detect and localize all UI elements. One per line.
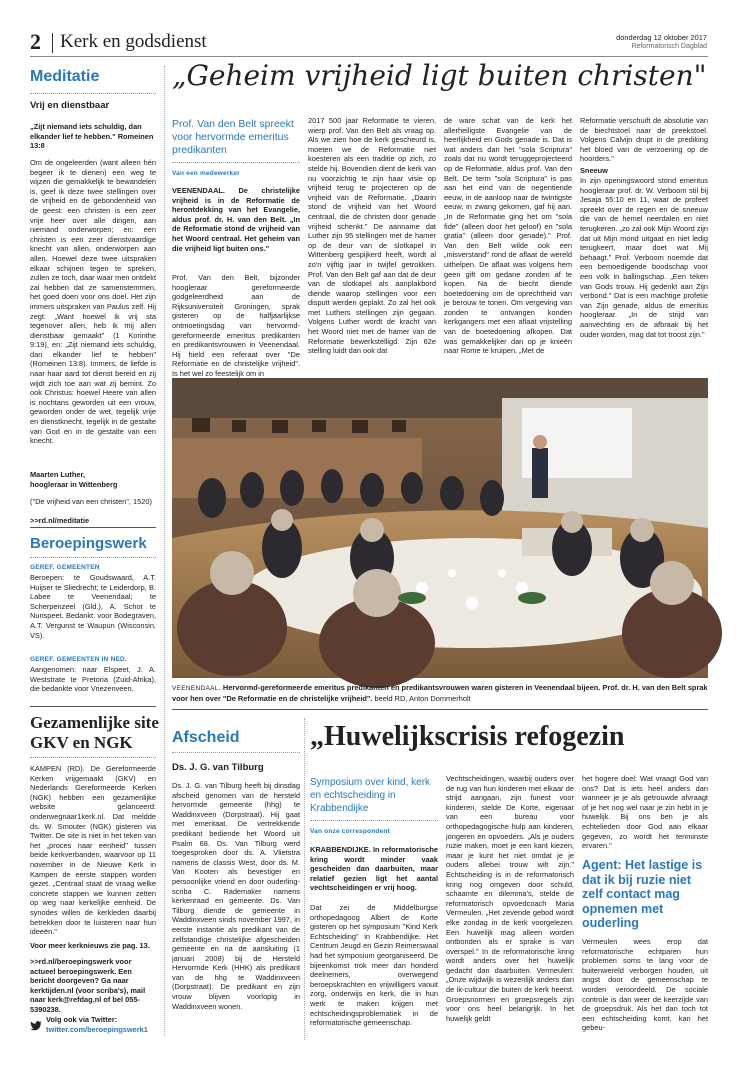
meeting-photo — [172, 378, 708, 678]
beroepingswerk-group1-text: Beroepen: te Goudswaard, A.T. Huijser te Sliedrecht; te Leiderdorp, B. Labee te Veenendaal; te Scherpenzeel (Gld.), A. Schot te Nunspeet. Bedankt: voor Bodegraven, A.T. Vergunst te Waupun (Wisconsin, VS). — [30, 573, 156, 640]
meditatie-source: ("De vrijheid van een christen", 1520) — [30, 497, 152, 506]
gkv-body: KAMPEN (RD). De Gereformeerde Kerken vrijgemaakt (GKV) en Nederlands Gereformeerde Kerken (NGK) hebben een gezamenlijke website gelanceerd: onderwegnaar1kerk.nl. Dat meldde ds. W. Smouter (NGK) gisteren via Twitter. De site is niet in het teken van het „proces naar eenheid" tussen beide kerkverbanden, waarvoor op 11 november in de Nieuwe Kerk in Kampen de eerste stappen worden gezet. „Centraal staat de vraag welke concrete stappen we kunnen zetten op weg naar kerkelijke eenheid. De synodes willen de kerkleden daarbij betrekken door te luisteren naar hun ideeën." — [30, 764, 156, 937]
article1-byline: Van een medewerker — [172, 170, 240, 177]
meditatie-subtitle: Vrij en dienstbaar — [30, 100, 110, 111]
twitter-icon — [30, 1016, 42, 1026]
beroepingswerk-group2-text: Aangenomen: naar Elspeet, J. A. Weststrate te Pretoria (Zuid-Afrika), die bedankte voor Vriezenveen. — [30, 665, 156, 694]
page-number: 2 — [30, 29, 41, 54]
section-title: Kerk en godsdienst — [60, 31, 207, 52]
article2-col3-rest: Vermeulen wees erop dat reformatorische echtparen hun problemen soms te lang voor de buitenwereld verborgen houden, uit angst door de gemeenschap te worden veroordeeld. De sociale controle is dan weer de keerzijde van de groepsdruk. Als het dan toch tot een echtscheiding komt, kan het gebeu- — [582, 937, 708, 1033]
article1-subhead: Sneeuw — [580, 166, 608, 175]
afscheid-heading: Afscheid — [172, 729, 240, 746]
article2-pullquote: Agent: Het lastige is dat ik bij ruzie niet zelf contact mag opnemen met ouderling — [582, 858, 703, 930]
caption-text: Hervormd-gereformeerde emeritus predikanten en predikantsvrouwen waren gisteren in Veenendaal bijeen. Prof. dr. H. van den Belt sprak voor hen over "De Reformatie en de christelijke vrijheid". — [172, 683, 708, 703]
article1-lead: VEENENDAAL. De christelijke vrijheid is in de Reformatie de herontdekking van het Evangelie, aldus prof. dr. H. van den Belt. „In de Reformatie stond de vrijheid van het Woord centraal. Het geheim van die vrijheid ligt buiten ons." — [172, 186, 300, 253]
photo-caption — [172, 683, 708, 703]
header-rule — [30, 56, 708, 57]
article2-col1: Dat zei de Middelburgse orthopedagoog Albert de Korte gisteren op het symposium "Kind Kerk Echtscheiding" in Krabbendijke. Het Centrum Jeugd en Gezin Reimerswaal had het symposium georganiseerd. De bijeenkomst trok meer dan honderd deelnemers, overwegend beroepskrachten en vrijwilligers vanuit zorg, onderwijs en kerk, die in hun werk te maken krijgen met echtscheidingsproblematiek in de reformatorische gemeenschap. — [310, 903, 438, 1028]
article1-col4-rest: In zijn openingswoord stond emeritus hoogleraar prof. dr. W. Verboom stil bij Jesaja 55:10 en 11, waar de profeet spreekt over de regen en de sneeuw die van de hemel neerdalen en niet terugkeren. „zo zal ook Mijn Woord zijn dat uit Mijn mond uitgaat en niet ledig terugkeert, maar doet wat Mij behaagt." Prof. Verboom noemde dat een bemoedigende boodschap voor een volk in ballingschap. „Een teken van Gods trouw. Hij gedenkt aan Zijn verbond." Dat is een machtige profetie van Zijn genade, aldus de emeritus hoogleraar. „In de strijd van aanvechting en de afbraak bij het ouder worden, mag dat tot troost zijn." — [580, 176, 708, 339]
article1-col2: 2017 500 jaar Reformatie te vieren, wierp prof. Van den Belt als vraag op. Als we zien hoe de kerk gescheurd is, moeten we de Reformatie niet koesteren als een traditie op zich, zo stelde hij. Bovendien dient de kerk van nu voorzichtig te zijn haar visie op vrijheid terug te projecteren op de vrijheid van de Reformatie. „Daarin stond de vrijheid van het Woord centraal, die de christen door genade vrijheid schenkt." De aanname dat Luther zijn 95 stellingen met de hamer op de deur van de slotkapel in Wittenberg gespijkerd heeft, wordt al zo'n vijftig jaar in twijfel getrokken. Prof. Van den Belt gaf aan dat de deur van de slotkapel als aanplakbord diende waarop stellingen voor een disputt werden geplakt. Zo zal het ook met Luthers stellingen zijn gegaan. Volgens Luther wordt de kracht van het Woord niet met de hamer van de Reformatie bewerkstelligd. Zijn 62e stelling luidt dan ook dat — [308, 116, 436, 356]
meditatie-body: Om de ongeleerden (want alleen hén begeer ik te dienen) een weg te wijzen die gemakkelijk te bewandelen is, geef ik deze twee stellingen over de vrijheid en de gebondenheid van de geest: een christen is een zeer vrije heer over alle dingen, aan niemand onderworpen; en: een christen is een zeer dienstvaardige knecht van allen, onderworpen aan allen. Hoewel deze twee uitspraken elkaar schijnen tegen te spreken, zullen ze toch, daar waar men ontdekt zal hebben dat ze samenstemmen, het goed doen voor ons doel. Het zijn immers uitspraken van Paulus zelf. Hij zegt: „Want hoewel ik vrij sta tegenover allen, heb ik mij allen dienstbaar gemaakt" (1 Korinthe 9:19), en: „Zijt niemand iets schuldig, dan elkander lief te hebben" (Romeinen 13:8). Immers, de liefde is naar haar aard tot dienst bereid en zij wijdt zich toe aan wat zij bemint. Zo ook Christus: hoewel Heere van allen is nochtans geworden uit een vrouw, geworden onder de wet, tegelijk vrije en dienstknecht, tegelijk in de gestalte van God en in de gestalte van een knecht. — [30, 158, 156, 446]
header-newspaper: Reformatorisch Dagblad — [631, 43, 707, 50]
beroepingswerk-group1: GEREF. GEMEENTEN — [30, 564, 100, 571]
afscheid-body: Ds. J. G. van Tilburg heeft bij dinsdag afscheid genomen van de hersteld hervormde gemeente (hhg) te Waddinxveen (Dorpstraat). Hij gaat met emeritaat. De vertrekkende predikant bediende het Woord uit Psalm 68. Ds. Van Tilburg werd toegesproken door ds. A. Vlietstra namens de classis West, door ds. M. Van Kooten als bevestiger en persoonlijke vriend en door ouderling-scriba C. Rademaker namens kerkenraad en gemeente. Ds. Van Tilburg diende de gemeente in Waddinxveen sinds november 1997, in eerste instantie als predikant van de zelfstandige christelijke afgescheiden gemeente en na de aansluiting (1 januari 2008) bij de Hersteld Hervormde Kerk (HHK) als predikant van de hhg te Waddinxveen (Dorpstraat). De predikant en zijn vrouw blijven voorlopig in Waddinxveen wonen. — [172, 781, 300, 1011]
beroepingswerk-heading: Beroepingswerk — [30, 535, 147, 552]
meditatie-author: Maarten Luther, — [30, 470, 86, 479]
article1-intro: Prof. Van den Belt spreekt voor hervormde emeritus predikanten — [172, 118, 294, 156]
article1-col4: Reformatie verschuift de absolutie van de biechtstoel naar de preekstoel. Volgens Calvijn drupt in de prediking het bloed van de verzoening op de hoorders." — [580, 116, 708, 164]
meditatie-link[interactable]: >>rd.nl/meditatie — [30, 516, 90, 525]
article2-intro: Symposium over kind, kerk en echtscheiding in Krabbendijke — [310, 777, 431, 814]
gkv-heading: Gezamenlijke site GKV en NGK — [30, 713, 159, 752]
meditatie-heading: Meditatie — [30, 68, 100, 85]
header-date: donderdag 12 oktober 2017 — [616, 33, 707, 42]
article2-headline: „Huwelijkscrisis refogezin — [310, 721, 625, 752]
beroepingswerk-group2: GEREF. GEMEENTEN IN NED. — [30, 656, 127, 663]
caption-place: VEENENDAAL. — [172, 685, 221, 692]
article2-lead: KRABBENDIJKE. In reformatorische kring wordt minder vaak gescheiden dan daarbuiten, maar relatief gezien ligt het aantal vechtscheidingen er vrij hoog. — [310, 845, 438, 893]
article2-byline: Van onze correspondent — [310, 828, 390, 835]
afscheid-name: Ds. J. G. van Tilburg — [172, 762, 264, 773]
article2-col2: Vechtscheidingen, waarbij ouders over de rug van hun kinderen met elkaar de strijd aangaan, zijn funest voor kinderen, stelde De Korte, eigenaar van een bureau voor orthopedagogische hulp aan kinderen, jongeren en opvoeders. „Als je ouders ruzie maken, moet je een kant kiezen, maar je kunt het niet omdat je je ouders allebei trouw wilt zijn." Echtscheiding is in de reformatorisch kring nog omgeven door schuld, schaamte en dilemma's, stelde de reformatorisch opvoedcoach Maria Vermeulen. „Het zevende gebod wordt elke zondag in de kerk voorgelezen. Een huwelijk mag alleen worden ontbonden als er sprake is van overspel." In de reformatorische kring wordt anders over het huwelijk gedacht dan daarbuiten. Vermeulen: „Onze wijdwijk is wezenlijk anders dan de ik-cultuur die buiten de kerk heerst. Groepsnormen en groepsregels zijn voor ons heel belangrijk. In het huwelijk geldt — [446, 774, 574, 1023]
twitter-label: Volg ook via Twitter: — [46, 1015, 118, 1024]
meditatie-quote: „Zijt niemand iets schuldig, dan elkander lief te hebben." Romeinen 13:8 — [30, 122, 154, 151]
article1-col3: de ware schat van de kerk het allerheiligste Evangelie van de heerlijkheid en Gods genade is. Dat is wat anders dan het "sola Scriptura" zoals dat nu wordt teruggeprojecteerd op de Reformatie, aldus prof. Van den Belt. De term "sola Scriptura" is pas aan het eind van de negentiende eeuw, in de aanloop naar de twintigste eeuw, in zwang gekomen, gaf hij aan. „In de Reformatie ging het om "sola fide" (alleen door het geloof) en "sola gratia" (alleen door genade)." Prof. Van den Belt wilde ook een „misverstand" rond de aflaat de wereld uithelpen. De aflaat was volgens hem geen gift om gedane zonden af te kopen. Na de biecht diende boetedoening om de oprechtheid van je berouw te tonen. Om vergeving van zonden te ontvangen konden kerkgangers met een aflaat vrijstelling van de boetedoening afkopen. Dat was gemakkelijker dan op je knieën naar Rome te kruipen. „Met de — [444, 116, 572, 356]
header-divider — [52, 33, 53, 53]
article1-col1: Prof. Van den Belt, bijzonder hoogleraar gereformeerde godgeleerdheid aan de Rijksuniversiteit Groningen, sprak gisteren op de halfjaarlijkse ontmoetingsdag van hervormd-gereformeerde emeritus predikanten en predikantsvrouwen in Veenendaal. Hij hield een referaat over "De Reformatie en de christelijke vrijheid". Is het wel zo feestelijk om in — [172, 273, 300, 378]
article1-headline: „Geheim vrijheid ligt buiten christen" — [172, 59, 707, 92]
gkv-more: Voor meer kerknieuws zie pag. 13. — [30, 941, 150, 950]
caption-credit: beeld RD, Anton Dommerholt — [374, 693, 471, 703]
meditatie-author-role: hooglerаar in Wittenberg — [30, 480, 118, 489]
article2-col3: het hogere doel: Wat vraagt God van ons? Dat is iets heel anders dan wanneer je je als getrouwde afvraagt of je het nog wel naar je zin hebt in je huwelijk. Bij ons ben je als echtelieden door God aan elkaar gegeven, zo wordt het tenminste ervaren." — [582, 774, 708, 851]
gkv-links[interactable]: >>rd.nl/beroepingswerk voor actueel beroepingswerk. Een bericht doorgeven? Ga naar kerktijden.nl (voor scriba's), mail naar kerk@refdag.nl of bel 055-5390238. — [30, 957, 146, 1014]
twitter-link[interactable]: twitter.com/beroepingswerk1 — [46, 1025, 148, 1034]
